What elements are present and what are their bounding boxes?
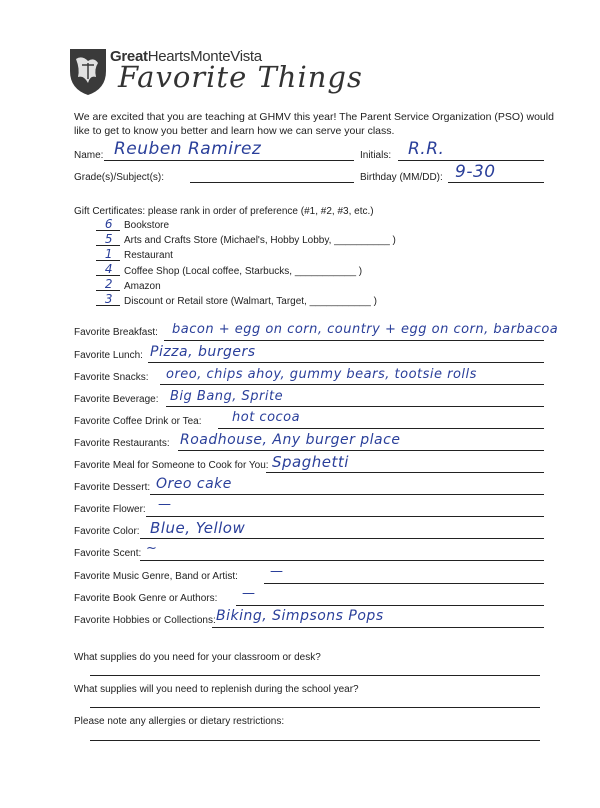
answer-line[interactable] (90, 707, 540, 708)
gift-rank-line (96, 305, 120, 306)
favorite-line (218, 428, 544, 429)
favorite-line (212, 627, 544, 628)
favorite-value[interactable]: Biking, Simpsons Pops (216, 608, 384, 624)
favorite-line (236, 605, 544, 606)
favorite-line (160, 384, 544, 385)
favorite-value[interactable]: Roadhouse, Any burger place (180, 432, 401, 448)
name-line (104, 160, 354, 161)
grade-label: Grade(s)/Subject(s): (74, 172, 165, 183)
gift-option-label: Restaurant (124, 250, 173, 261)
initials-value[interactable]: R.R. (408, 139, 445, 159)
answer-line[interactable] (90, 675, 540, 676)
question-label: Please note any allergies or dietary restrictions: (74, 716, 285, 727)
gift-rank-line (96, 275, 120, 276)
birthday-line (448, 182, 544, 183)
name-value[interactable]: Reuben Ramirez (114, 139, 262, 159)
favorite-line (264, 583, 544, 584)
shield-logo-icon (68, 45, 108, 97)
favorite-line (140, 538, 544, 539)
gift-rank-line (96, 290, 120, 291)
question-label: What supplies will you need to replenish during the school year? (74, 684, 359, 695)
birthday-label: Birthday (MM/DD): (360, 172, 443, 183)
gift-option-label: Bookstore (124, 220, 170, 231)
favorite-value[interactable]: oreo, chips ahoy, gummy bears, tootsie rolls (166, 367, 477, 382)
favorite-value[interactable]: Blue, Yellow (150, 519, 246, 537)
favorite-value[interactable]: hot cocoa (232, 410, 301, 425)
favorite-value[interactable]: Spaghetti (272, 453, 349, 471)
favorite-line (266, 472, 544, 473)
gift-rank-line (96, 230, 120, 231)
favorite-line (178, 450, 544, 451)
favorite-value[interactable]: — (270, 564, 284, 579)
gift-option-label: Coffee Shop (Local coffee, Starbucks, ___________ ) (124, 266, 363, 277)
favorite-label: Favorite Meal for Someone to Cook for You: (74, 460, 269, 471)
favorite-value[interactable]: Big Bang, Sprite (170, 389, 284, 404)
favorite-value[interactable]: Oreo cake (156, 476, 232, 492)
grade-line (190, 182, 354, 183)
gift-option-label: Amazon (124, 281, 161, 292)
favorite-label: Favorite Color: (74, 526, 140, 537)
favorite-label: Favorite Lunch: (74, 350, 143, 361)
gift-rank-line (96, 245, 120, 246)
favorite-label: Favorite Beverage: (74, 394, 159, 405)
gift-rank[interactable]: 3 (104, 292, 114, 306)
gift-rank[interactable]: 2 (104, 277, 114, 291)
favorite-line (164, 340, 544, 341)
favorite-value[interactable]: — (158, 497, 172, 512)
gift-rank[interactable]: 6 (104, 217, 114, 231)
favorite-line (150, 494, 544, 495)
favorite-label: Favorite Scent: (74, 548, 142, 559)
favorite-label: Favorite Music Genre, Band or Artist: (74, 571, 238, 582)
favorite-label: Favorite Snacks: (74, 372, 149, 383)
gift-rank[interactable]: 5 (104, 232, 114, 246)
brand-name: GreatHeartsMonteVista (110, 48, 262, 65)
name-label: Name: (74, 150, 104, 161)
favorite-line (148, 362, 544, 363)
initials-label: Initials: (360, 150, 392, 161)
gift-option-label: Discount or Retail store (Walmart, Target, ___________ ) (124, 296, 377, 307)
form-title: Favorite Things (118, 60, 363, 94)
favorite-line (146, 516, 544, 517)
answer-line[interactable] (90, 740, 540, 741)
question-label: What supplies do you need for your classroom or desk? (74, 652, 321, 663)
gift-option-label: Arts and Crafts Store (Michael's, Hobby Lobby, __________ ) (124, 235, 396, 246)
favorite-label: Favorite Book Genre or Authors: (74, 593, 218, 604)
favorite-label: Favorite Coffee Drink or Tea: (74, 416, 202, 427)
favorite-value[interactable]: bacon + egg on corn, country + egg on corn, barbacoa (172, 322, 559, 337)
favorite-label: Favorite Flower: (74, 504, 146, 515)
gift-heading: Gift Certificates: please rank in order of preference (#1, #2, #3, etc.) (74, 206, 374, 217)
favorite-line (166, 406, 544, 407)
favorite-value[interactable]: — (242, 586, 256, 601)
favorite-value[interactable]: Pizza, burgers (150, 344, 256, 360)
initials-line (398, 160, 544, 161)
favorite-label: Favorite Dessert: (74, 482, 151, 493)
gift-rank-line (96, 260, 120, 261)
favorite-label: Favorite Restaurants: (74, 438, 170, 449)
gift-rank[interactable]: 1 (104, 247, 114, 261)
birthday-value[interactable]: 9-30 (455, 162, 496, 182)
intro-text: We are excited that you are teaching at GHMV this year! The Parent Service Organization (PSO) would like to get to know you better and learn how we can serve your class. (74, 111, 554, 137)
gift-rank[interactable]: 4 (104, 262, 114, 276)
favorite-line (140, 560, 544, 561)
favorite-label: Favorite Hobbies or Collections: (74, 615, 216, 626)
favorite-label: Favorite Breakfast: (74, 327, 158, 338)
favorite-value[interactable]: ~ (146, 541, 158, 556)
